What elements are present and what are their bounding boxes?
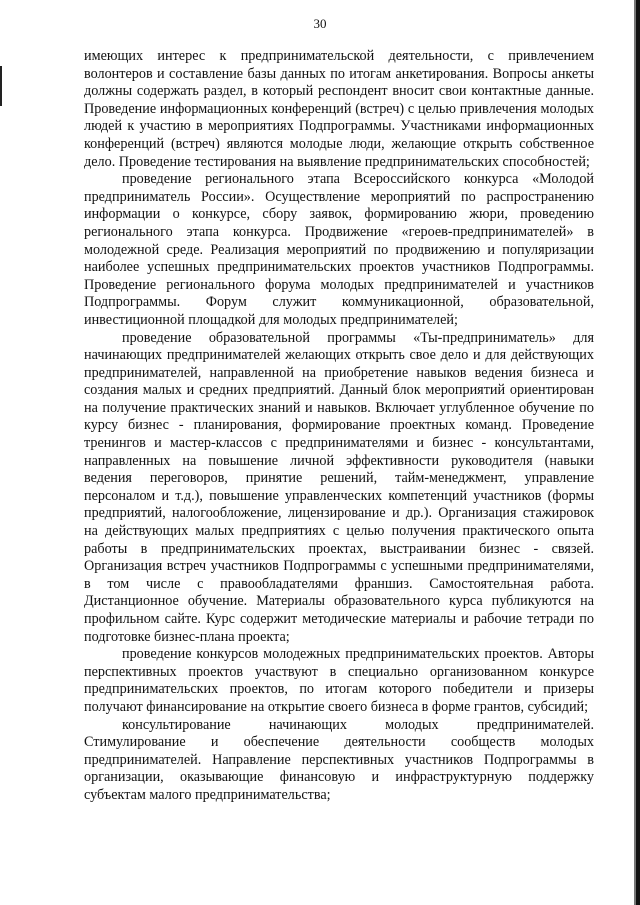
document-body xyxy=(84,48,594,805)
paragraph-4: проведение конкурсов молодежных предпринимательских проектов. Авторы перспективных проектов участвуют в специально организованном конкурсе предпринимательских проектов, по итогам которого победители и призеры получают финансирование на открытие своего бизнеса в форме грантов, субсидий; xyxy=(84,646,594,715)
scan-edge-left xyxy=(0,66,2,106)
paragraph-3: проведение образовательной программы «Ты-предприниматель» для начинающих предпринимателей желающих открыть свое дело и для действующих предпринимателей, направленной на приобретение навыков ведения бизнеса и создания малых и средних предприятий. Данный блок мероприятий ориентирован на получение практических знаний и навыков. Включает углубленное обучение по курсу бизнес - планирования, формирование проектных команд. Проведение тренингов и мастер-классов с предпринимателями и бизнес - консультантами, направленных на повышение личной эффективности руководителя (навыки ведения переговоров, принятие решений, тайм-менеджмент, управление персоналом и т.д.), повышение управленческих компетенций участников (формы предприятий, налогообложение, лицензирование и др.). Организация стажировок на действующих малых предприятиях с целью получения практического опыта работы в предпринимательских проектах, выстраивании бизнес - связей. Организация встреч участников Подпрограммы с успешными предпринимателями, в том числе с правообладателями франшиз. Самостоятельная работа. Дистанционное обучение. Материалы образовательного курса публикуются на профильном сайте. Курс содержит методические материалы и рабочие тетради по подготовке бизнес-плана проекта; xyxy=(84,329,594,645)
paragraph-1: имеющих интерес к предпринимательской деятельности, с привлечением волонтеров и составление базы данных по итогам анкетирования. Вопросы анкеты должны содержать раздел, в который респондент вносит свои контактные данные. Проведение информационных конференций (встреч) с целью привлечения молодых людей к участию в мероприятиях Подпрограммы. Участниками информационных конференций (встреч) являются молодые люди, желающие открыть собственное дело. Проведение тестирования на выявление предпринимательских способностей; xyxy=(84,48,594,170)
paragraph-2: проведение регионального этапа Всероссийского конкурса «Молодой предприниматель России». Осуществление мероприятий по распространению информации о конкурсе, сбору заявок, формированию жюри, проведению регионального этапа конкурса. Продвижение «героев-предпринимателей» в молодежной среде. Реализация мероприятий по продвижению и популяризации наиболее успешных предпринимательских проектов участников Подпрограммы. Проведение регионального форума молодых предпринимателей и участников Подпрограммы. Форум служит коммуникационной, образовательной, инвестиционной площадкой для молодых предпринимателей; xyxy=(84,171,594,328)
paragraph-5: консультирование начинающих молодых предпринимателей. Стимулирование и обеспечение деятельности сообществ молодых предпринимателей. Направление перспективных участников Подпрограммы в организации, оказывающие финансовую и инфраструктурную поддержку субъектам малого предпринимательства; xyxy=(84,716,594,803)
page-number: 30 xyxy=(313,16,327,31)
scan-edge-right xyxy=(636,0,640,905)
